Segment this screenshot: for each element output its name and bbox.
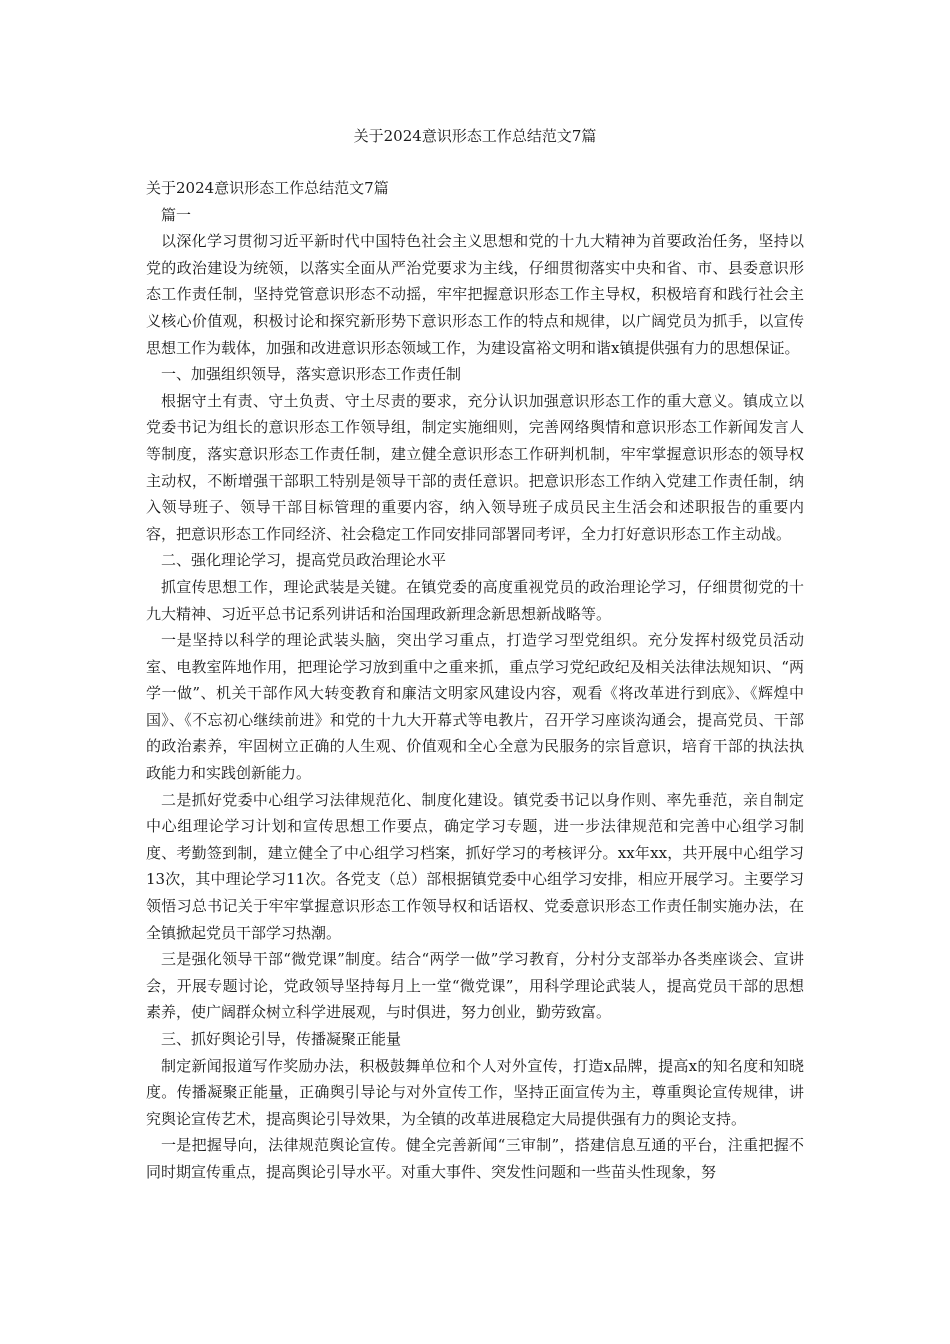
section-label: 篇一 xyxy=(161,205,192,224)
body-paragraph: 以深化学习贯彻习近平新时代中国特色社会主义思想和党的十九大精神为首要政治任务，坚持以党的政治建设为统领，以落实全面从严治党要求为主线，仔细贯彻落实中央和省、市、县委意识形态工作责任制，坚持党管意识形态不动摇，牢牢把握意识形态工作主导权，积极培育和践行社会主义核心价值观，积极讨论和探究新形势下意识形态工作的特点和规律，以广阔党员为抓手，以宣传思想工作为载体，加强和改进意识形态领域工作，为建设富裕文明和谐x镇提供强有力的思想保证。 xyxy=(146,232,804,357)
body-paragraph: 一是坚持以科学的理论武装头脑，突出学习重点，打造学习型党组织。充分发挥村级党员活动室、电教室阵地作用，把理论学习放到重中之重来抓，重点学习党纪政纪及相关法律法规知识、“两学一做”、机关干部作风大转变教育和廉洁文明家风建设内容，观看《将改革进行到底》、《辉煌中国》、《不忘初心继续前进》和党的十九大开幕式等电教片，召开学习座谈沟通会，提高党员、干部的政治素养，牢固树立正确的人生观、价值观和全心全意为民服务的宗旨意识，培育干部的执法执政能力和实践创新能力。 xyxy=(146,631,804,783)
body-paragraph: 一是把握导向，法律规范舆论宣传。健全完善新闻“三审制”，搭建信息互通的平台，注重把握不同时期宣传重点，提高舆论引导水平。对重大事件、突发性问题和一些苗头性现象，努 xyxy=(146,1136,804,1181)
document-subtitle: 关于2024意识形态工作总结范文7篇 xyxy=(146,179,389,197)
body-paragraph: 三是强化领导干部“微党课”制度。结合“两学一做”学习教育，分村分支部举办各类座谈会、宣讲会，开展专题讨论，党政领导坚持每月上一堂“微党课”，用科学理论武装人，提高党员干部的思想素养，使广阔群众树立科学进展观，与时俱进，努力创业，勤劳致富。 xyxy=(146,950,804,1022)
body-paragraph: 根据守土有责、守土负责、守土尽责的要求，充分认识加强意识形态工作的重大意义。镇成立以党委书记为组长的意识形态工作领导组，制定实施细则，完善网络舆情和意识形态工作新闻发言人等制度，落实意识形态工作责任制，建立健全意识形态工作研判机制，牢牢掌握意识形态的领导权主动权，不断增强干部职工特别是领导干部的责任意识。把意识形态工作纳入党建工作责任制，纳入领导班子、领导干部目标管理的重要内容，纳入领导班子成员民主生活会和述职报告的重要内容，把意识形态工作同经济、社会稳定工作同安排同部署同考评，全力打好意识形态工作主动战。 xyxy=(146,391,804,543)
body-paragraph: 抓宣传思想工作，理论武装是关键。在镇党委的高度重视党员的政治理论学习，仔细贯彻党的十九大精神、习近平总书记系列讲话和治国理政新理念新思想新战略等。 xyxy=(146,577,804,623)
document-title: 关于2024意识形态工作总结范文7篇 xyxy=(353,127,597,145)
body-paragraph: 制定新闻报道写作奖励办法，积极鼓舞单位和个人对外宣传，打造x品牌，提高x的知名度和知晓度。传播凝聚正能量，正确舆引导论与对外宣传工作，坚持正面宣传为主，尊重舆论宣传规律，讲究舆论宣传艺术，提高舆论引导效果，为全镇的改革进展稳定大局提供强有力的舆论支持。 xyxy=(146,1056,804,1128)
body-paragraph: 二是抓好党委中心组学习法律规范化、制度化建设。镇党委书记以身作则、率先垂范，亲自制定中心组理论学习计划和宣传思想工作要点，确定学习专题，进一步法律规范和完善中心组学习制度、考勤签到制，建立健全了中心组学习档案，抓好学习的考核评分。xx年xx，共开展中心组学习13次，其中理论学习11次。各党支（总）部根据镇党委中心组学习安排，相应开展学习。主要学习领悟习总书记关于牢牢掌握意识形态工作领导权和话语权、党委意识形态工作责任制实施办法，在全镇掀起党员干部学习热潮。 xyxy=(146,790,804,942)
document-body xyxy=(146,175,804,1186)
section-heading: 一、加强组织领导，落实意识形态工作责任制 xyxy=(161,365,462,384)
section-heading: 三、抓好舆论引导，传播凝聚正能量 xyxy=(161,1030,402,1048)
section-heading: 二、强化理论学习，提高党员政治理论水平 xyxy=(161,551,447,570)
